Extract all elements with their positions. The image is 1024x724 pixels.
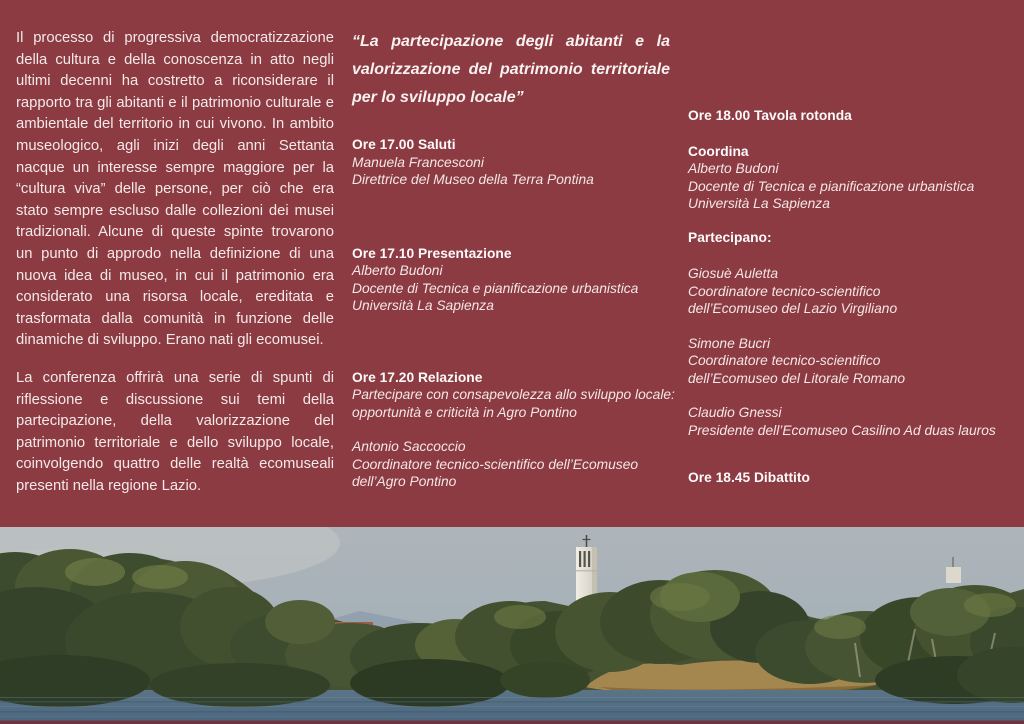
program-item-saluti — [352, 136, 670, 189]
landscape-photo — [0, 527, 1024, 724]
debate-heading: Ore 18.45 Dibattito — [688, 470, 810, 485]
intro-paragraph-1: Il processo di progressiva democratizzazione della cultura e della conoscenza in atto negli ultimi decenni ha costretto a riconsiderare il rapporto tra gli abitanti e il patrimonio culturale e ambientale del territorio in cui vivono. In ambito museologico, agli inizi degli anni Settanta nacque un interesse sempre maggiore per la “cultura viva” delle persone, per ciò che era stato sempre escluso dalle collezioni dei musei tradizionali. Alcune di queste spinte trovarono un punto di approdo nella definizione di una nuova idea di museo, in cui il patrimonio era considerato una risorsa locale, ereditata e trasformata dalla comunità in funzione delle dinamiche di sviluppo. Erano nati gli ecomusei. — [16, 30, 334, 349]
speaker-role: Coordinatore tecnico-scientifico dell’Ecomuseo — [352, 456, 639, 472]
participant-name: Giosuè Auletta — [688, 266, 778, 281]
conference-title: “La partecipazione degli abitanti e la valorizzazione del patrimonio territoriale per lo sviluppo locale” — [352, 33, 670, 106]
roundtable-heading: Ore 18.00 Tavola rotonda — [688, 108, 852, 123]
speaker-role: dell’Agro Pontino — [352, 474, 457, 489]
participant-role: Coordinatore tecnico-scientifico — [688, 353, 881, 368]
partecipano-label: Partecipano: — [688, 229, 772, 245]
participant-affiliation: dell’Ecomuseo del Lazio Virgiliano — [688, 301, 898, 316]
speaker-name: Manuela Francesconi — [352, 154, 484, 170]
talk-title-line: Partecipare con consapevolezza allo sviluppo locale: — [352, 387, 675, 402]
participant-role: Presidente dell’Ecomuseo Casilino Ad duas lauros — [688, 422, 996, 438]
speaker-role: Direttrice del Museo della Terra Pontina — [352, 172, 594, 187]
participant-role: Coordinatore tecnico-scientifico — [688, 283, 881, 299]
program-time-heading: Ore 17.10 Presentazione — [352, 245, 512, 261]
participant-block — [688, 335, 1018, 388]
speaker-name: Antonio Saccoccio — [352, 439, 466, 454]
coordina-label: Coordina — [688, 143, 749, 159]
speaker-name: Alberto Budoni — [352, 263, 443, 278]
coordinator-role: Docente di Tecnica e pianificazione urbanistica — [688, 178, 975, 194]
program-item-presentazione — [352, 245, 670, 315]
program-column — [352, 28, 675, 491]
coordinator-name: Alberto Budoni — [688, 161, 779, 176]
intro-column — [16, 28, 334, 513]
participant-affiliation: dell’Ecomuseo del Litorale Romano — [688, 370, 906, 386]
participant-block — [688, 404, 1018, 439]
speaker-affiliation: Università La Sapienza — [352, 298, 494, 313]
coordinator-block — [688, 143, 1018, 213]
intro-paragraph-2: La conferenza offrirà una serie di spunti di riflessione e discussione sui temi della partecipazione, della valorizzazione del patrimonio territoriale e dello sviluppo locale, coinvolgendo quattro delle realtà ecomuseali presenti nella regione Lazio. — [16, 369, 334, 494]
talk-title-line: opportunità e criticità in Agro Pontino — [352, 404, 577, 420]
participant-block — [688, 265, 1018, 318]
participant-name: Simone Bucri — [688, 335, 771, 351]
coordinator-affiliation: Università La Sapienza — [688, 196, 830, 211]
program-time-heading: Ore 17.00 Saluti — [352, 137, 456, 152]
program-item-relazione — [352, 369, 675, 491]
roundtable-column — [688, 107, 1018, 487]
bottom-rule — [0, 721, 1024, 724]
participant-name: Claudio Gnessi — [688, 405, 782, 420]
speaker-role: Docente di Tecnica e pianificazione urbanistica — [352, 280, 639, 296]
program-time-heading: Ore 17.20 Relazione — [352, 369, 483, 385]
